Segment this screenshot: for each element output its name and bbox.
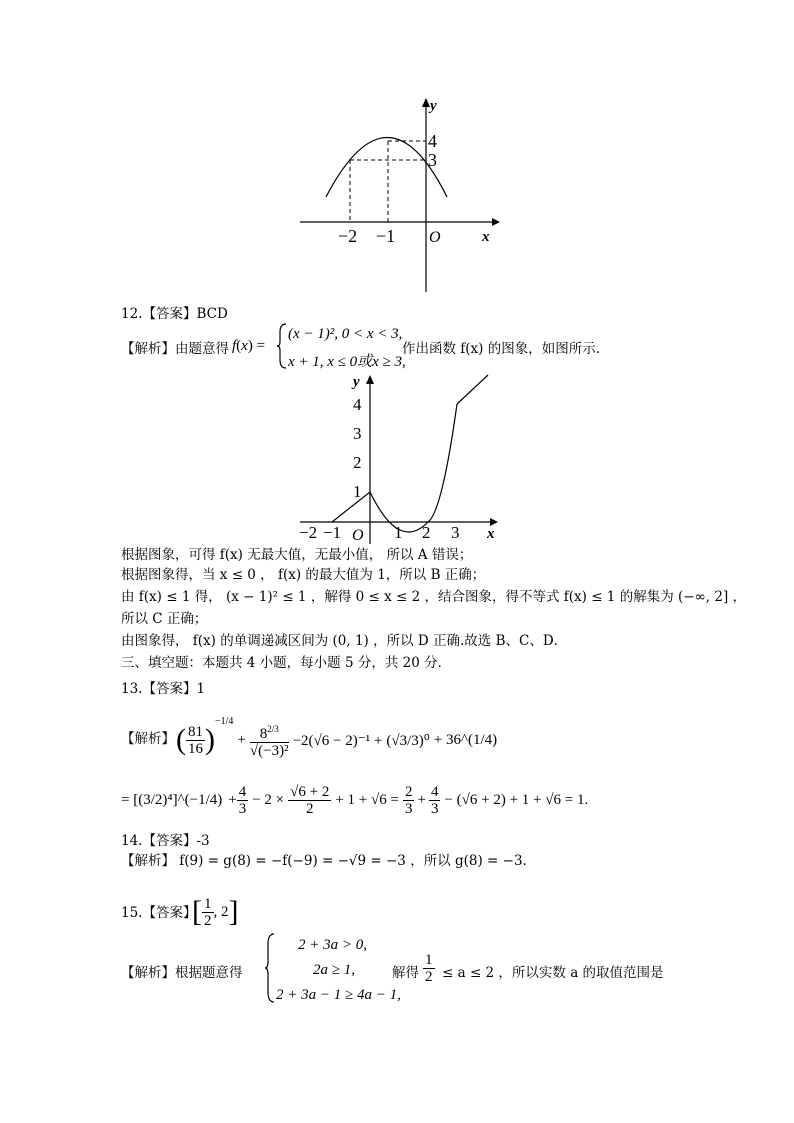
analysis-line-c: 由 f(x) ≤ 1 得， (x − 1)² ≤ 1 ，解得 0 ≤ x ≤ 2 ，结合图象，得不等式 f(x) ≤ 1 的解集为 (−∞, 2] ， [121,589,747,605]
q12-piece2: x + 1, x ≤ 0或x ≥ 3, [288,354,406,370]
q12-analysis-prefix: 【解析】由题意得 [121,341,229,357]
analysis-line-c2: 所以 C 正确； [121,611,208,627]
q15-solve-prefix: 解得 [392,965,419,981]
origin-label: O [352,527,364,544]
x-tick-2: 2 [422,523,431,542]
q14-answer: 14.【答案】-3 [121,833,210,849]
x-axis-label: x [482,229,490,245]
q15-system-row1: 2 + 3a > 0, [298,937,367,953]
q14-analysis: 【解析】 f(9) = g(8) = −f(−9) = −√9 = −3 ，所以 g(8) = −3. [121,853,527,869]
q13-answer: 13.【答案】1 [121,681,206,697]
y-tick-3: 3 [428,150,437,170]
origin-label: O [429,229,441,246]
q13-expr-line1: ( $\frac{81}{16}$ ) $^{-1/4}$ + $\frac{8^{2/3}}{\text{√(−3)²}}$ −2(√6 − 2)⁻¹ + (√3/3)⁰ + 36^(1/4) [176,716,498,759]
q13-expr-line2: = [(3/2)⁴]^(−1/4) + $\frac{4}{3}$ − 2 × $\frac{√6 + 2}{2}$ + 1 + √6 = $\frac{2}{3}$ + $\frac{4}{3}$ − (√6 + 2) + 1 + √6 = 1. [121,783,589,817]
x-tick-neg2: −2 [299,523,318,542]
q15-solve-suffix: ≤ a ≤ 2 ，所以实数 a 的取值范围是 [442,965,664,981]
x-axis-label: x [487,526,495,542]
piecewise-graph [295,372,505,544]
q12-brace [276,322,288,370]
x-tick-neg1: −1 [376,226,396,246]
y-tick-2: 2 [353,453,362,472]
q15-system-row3: 2 + 3a − 1 ≥ 4a − 1, [276,987,401,1003]
parabola-graph [290,95,500,295]
x-tick-neg2: −2 [338,226,358,246]
q15-answer-interval: [ $\frac{1}{2}$ , 2 ] [192,895,239,929]
q12-analysis-suffix: 作出函数 f(x) 的图象，如图所示. [402,341,601,357]
q15-analysis-prefix: 【解析】根据题意得 [121,965,243,981]
analysis-line-d: 由图象得， f(x) 的单调递减区间为 (0, 1) ，所以 D 正确.故选 B、C、D． [121,633,568,649]
analysis-line-a: 根据图象，可得 f(x) 无最大值，无最小值， 所以 A 错误； [121,547,473,563]
q15-system-row2: 2a ≥ 1, [313,962,355,978]
q12-piece1: (x − 1)², 0 < x < 3, [288,326,403,342]
q12-answer: 12.【答案】BCD [121,306,228,322]
x-tick-neg1: −1 [323,523,342,542]
y-tick-4: 4 [353,395,362,414]
q15-answer-prefix: 15.【答案】 [121,905,197,921]
x-tick-1: 1 [394,523,403,542]
y-axis-label: y [353,374,360,390]
q13-analysis-prefix: 【解析】 [121,731,175,747]
y-tick-3: 3 [353,424,362,443]
y-tick-4: 4 [428,131,437,151]
q15-solution-frac: $\frac{1}{2}$ [425,952,433,985]
x-tick-3: 3 [451,523,460,542]
q15-brace [264,932,276,1004]
analysis-line-b: 根据图象得，当 x ≤ 0 ， f(x) 的最大值为 1，所以 B 正确； [121,567,486,583]
q12-fx: f(x) = [232,338,266,354]
y-tick-1: 1 [353,482,362,501]
section-heading: 三、填空题：本题共 4 小题，每小题 5 分，共 20 分． [121,655,452,671]
y-axis-label: y [430,98,437,114]
